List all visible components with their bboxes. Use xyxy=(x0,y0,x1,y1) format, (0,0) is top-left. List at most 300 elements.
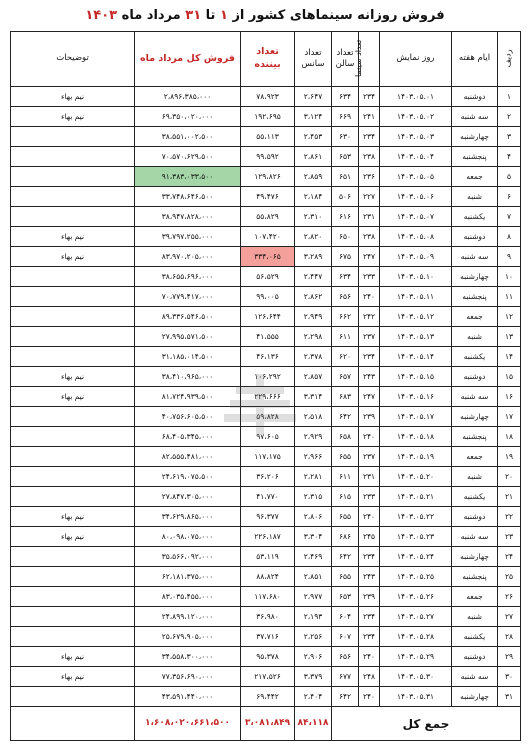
row-number: ۲۱ xyxy=(498,487,521,507)
weekday-cell: دوشنبه xyxy=(452,367,498,387)
notes-cell xyxy=(11,267,135,287)
cinemas-cell: ۲۳۴ xyxy=(359,547,380,567)
viewers-cell: ۱۹۲،۶۹۵ xyxy=(241,107,295,127)
table-row xyxy=(11,447,521,467)
revenue-cell: ۹۱،۳۸۳،۰۳۳،۵۰۰ xyxy=(135,167,241,187)
notes-cell xyxy=(11,547,135,567)
notes-cell: نیم بهاء xyxy=(11,527,135,547)
viewers-cell: ۲۲۹،۶۶۶ xyxy=(241,387,295,407)
weekday-cell: سه شنبه xyxy=(452,527,498,547)
viewers-cell: ۹۵،۳۷۸ xyxy=(241,647,295,667)
weekday-cell: دوشنبه xyxy=(452,87,498,107)
date-cell: ۱۴۰۳.۰۵.۰۲ xyxy=(380,107,452,127)
page-title xyxy=(0,4,530,28)
cinemas-cell: ۲۳۹ xyxy=(359,407,380,427)
cinemas-cell: ۲۴۷ xyxy=(359,247,380,267)
revenue-cell: ۸۳،۰۳۵،۴۵۵،۰۰۰ xyxy=(135,587,241,607)
sessions-cell: ۲،۴۴۷ xyxy=(295,267,332,287)
date-cell: ۱۴۰۳.۰۵.۱۴ xyxy=(380,347,452,367)
revenue-cell: ۲۴،۶۱۹،۰۷۵،۵۰۰ xyxy=(135,467,241,487)
notes-cell xyxy=(11,627,135,647)
weekday-cell: جمعه xyxy=(452,307,498,327)
weekday-cell: سه شنبه xyxy=(452,107,498,127)
cinemas-cell: ۲۳۱ xyxy=(359,467,380,487)
date-cell: ۱۴۰۳.۰۵.۲۱ xyxy=(380,487,452,507)
revenue-cell: ۳۸،۴۱۰،۹۶۵،۰۰۰ xyxy=(135,367,241,387)
revenue-cell: ۳۹،۷۹۷،۲۵۵،۰۰۰ xyxy=(135,227,241,247)
table-row xyxy=(11,547,521,567)
title-prefix: فروش روزانه سینماهای کشور از xyxy=(232,8,445,23)
table-body xyxy=(11,87,521,707)
table-row xyxy=(11,527,521,547)
table-row xyxy=(11,327,521,347)
header-cinemas: تعداد سینما xyxy=(359,32,380,87)
halls-cell: ۶۵۵ xyxy=(332,507,359,527)
table-row xyxy=(11,407,521,427)
viewers-cell: ۱۰۷،۴۲۰ xyxy=(241,227,295,247)
notes-cell: نیم بهاء xyxy=(11,87,135,107)
halls-cell: ۶۵۸ xyxy=(332,427,359,447)
halls-cell: ۶۵۵ xyxy=(332,447,359,467)
row-number: ۱۶ xyxy=(498,387,521,407)
halls-cell: ۶۱۱ xyxy=(332,467,359,487)
table-row xyxy=(11,187,521,207)
sessions-cell: ۳،۲۸۹ xyxy=(295,247,332,267)
cinemas-cell: ۲۳۴ xyxy=(359,127,380,147)
weekday-cell: جمعه xyxy=(452,447,498,467)
notes-cell xyxy=(11,127,135,147)
weekday-cell: چهارشنبه xyxy=(452,687,498,707)
notes-cell: نیم بهاء xyxy=(11,227,135,247)
halls-cell: ۶۸۳ xyxy=(332,387,359,407)
sessions-cell: ۲،۳۱۰ xyxy=(295,207,332,227)
sessions-cell: ۲،۱۸۴ xyxy=(295,187,332,207)
notes-cell xyxy=(11,207,135,227)
row-number: ۲۸ xyxy=(498,627,521,647)
notes-cell xyxy=(11,487,135,507)
date-cell: ۱۴۰۳.۰۵.۱۰ xyxy=(380,267,452,287)
cinemas-cell: ۲۳۸ xyxy=(359,227,380,247)
sessions-cell: ۲،۸۵۹ xyxy=(295,167,332,187)
halls-cell: ۶۵۳ xyxy=(332,147,359,167)
viewers-cell: ۶۹،۴۴۲ xyxy=(241,687,295,707)
weekday-cell: شنبه xyxy=(452,327,498,347)
cinemas-cell: ۲۳۴ xyxy=(359,347,380,367)
total-row xyxy=(11,707,521,741)
row-number: ۴ xyxy=(498,147,521,167)
revenue-cell: ۶۹،۳۵۰،۰۲۰،۰۰۰ xyxy=(135,107,241,127)
revenue-cell: ۷۰،۷۷۹،۴۱۷،۰۰۰ xyxy=(135,287,241,307)
notes-cell xyxy=(11,147,135,167)
sessions-cell: ۲،۴۰۴ xyxy=(295,687,332,707)
date-cell: ۱۴۰۳.۰۵.۲۰ xyxy=(380,467,452,487)
date-cell: ۱۴۰۳.۰۵.۱۱ xyxy=(380,287,452,307)
date-cell: ۱۴۰۳.۰۵.۲۸ xyxy=(380,627,452,647)
row-number: ۲ xyxy=(498,107,521,127)
date-cell: ۱۴۰۳.۰۵.۲۳ xyxy=(380,527,452,547)
date-cell: ۱۴۰۳.۰۵.۱۹ xyxy=(380,447,452,467)
sessions-cell: ۲،۹۴۹ xyxy=(295,307,332,327)
cinemas-cell: ۲۳۶ xyxy=(359,167,380,187)
halls-cell: ۶۴۲ xyxy=(332,407,359,427)
date-cell: ۱۴۰۳.۰۵.۱۸ xyxy=(380,427,452,447)
header-weekday: ایام هفته xyxy=(452,32,498,87)
cinemas-cell: ۲۲۷ xyxy=(359,187,380,207)
revenue-cell: ۸۰،۰۹۸،۰۷۵،۰۰۰ xyxy=(135,527,241,547)
sessions-cell: ۲،۵۱۸ xyxy=(295,407,332,427)
revenue-cell: ۳۱،۱۸۵،۰۱۴،۵۰۰ xyxy=(135,347,241,367)
row-number: ۱۱ xyxy=(498,287,521,307)
viewers-cell: ۹۹،۵۹۲ xyxy=(241,147,295,167)
halls-cell: ۵۰۶ xyxy=(332,187,359,207)
cinemas-cell: ۲۳۳ xyxy=(359,267,380,287)
revenue-cell: ۳۵،۵۶۶،۰۹۲،۰۰۰ xyxy=(135,547,241,567)
cinemas-cell: ۲۴۸ xyxy=(359,667,380,687)
row-number: ۷ xyxy=(498,207,521,227)
table-row xyxy=(11,627,521,647)
halls-cell: ۶۰۷ xyxy=(332,627,359,647)
viewers-cell: ۱۱۷،۱۷۵ xyxy=(241,447,295,467)
notes-cell: نیم بهاء xyxy=(11,247,135,267)
revenue-cell: ۳۸،۹۴۷،۸۲۸،۰۰۰ xyxy=(135,207,241,227)
row-number: ۱۷ xyxy=(498,407,521,427)
viewers-cell: ۱۲۹،۸۲۶ xyxy=(241,167,295,187)
cinemas-cell: ۲۳۴ xyxy=(359,87,380,107)
row-number: ۲۳ xyxy=(498,527,521,547)
date-cell: ۱۴۰۳.۰۵.۰۵ xyxy=(380,167,452,187)
sessions-cell: ۲،۸۶۱ xyxy=(295,147,332,167)
title-to-day: ۳۱ xyxy=(185,8,202,23)
date-cell: ۱۴۰۳.۰۵.۰۱ xyxy=(380,87,452,107)
halls-cell: ۶۲۰ xyxy=(332,347,359,367)
date-cell: ۱۴۰۳.۰۵.۰۸ xyxy=(380,227,452,247)
sessions-cell: ۳،۱۲۴ xyxy=(295,107,332,127)
cinemas-cell: ۲۴۳ xyxy=(359,567,380,587)
date-cell: ۱۴۰۳.۰۵.۰۹ xyxy=(380,247,452,267)
date-cell: ۱۴۰۳.۰۵.۲۲ xyxy=(380,507,452,527)
cinemas-cell: ۲۳۹ xyxy=(359,587,380,607)
date-cell: ۱۴۰۳.۰۵.۳۱ xyxy=(380,687,452,707)
halls-cell: ۶۵۶ xyxy=(332,287,359,307)
cinemas-cell: ۲۳۴ xyxy=(359,627,380,647)
halls-cell: ۶۵۵ xyxy=(332,567,359,587)
table-row xyxy=(11,467,521,487)
notes-cell xyxy=(11,687,135,707)
weekday-cell: دوشنبه xyxy=(452,647,498,667)
viewers-cell: ۹۶،۳۷۷ xyxy=(241,507,295,527)
header-notes: توضیحات xyxy=(11,32,135,87)
row-number: ۲۰ xyxy=(498,467,521,487)
date-cell: ۱۴۰۳.۰۵.۳۰ xyxy=(380,667,452,687)
viewers-cell: ۵۵،۸۲۹ xyxy=(241,207,295,227)
halls-cell: ۶۱۶ xyxy=(332,207,359,227)
cinemas-cell: ۲۴۰ xyxy=(359,507,380,527)
weekday-cell: سه شنبه xyxy=(452,387,498,407)
notes-cell: نیم بهاء xyxy=(11,667,135,687)
viewers-cell: ۴۹،۴۷۶ xyxy=(241,187,295,207)
title-suffix: مرداد ماه xyxy=(121,8,181,23)
sessions-cell: ۳،۳۰۴ xyxy=(295,527,332,547)
table-row xyxy=(11,487,521,507)
row-number: ۳ xyxy=(498,127,521,147)
notes-cell xyxy=(11,187,135,207)
date-cell: ۱۴۰۳.۰۵.۰۳ xyxy=(380,127,452,147)
header-halls: تعداد سالن xyxy=(332,32,359,87)
date-cell: ۱۴۰۳.۰۵.۲۵ xyxy=(380,567,452,587)
revenue-cell: ۸۳،۹۷۰،۲۰۵،۰۰۰ xyxy=(135,247,241,267)
notes-cell xyxy=(11,587,135,607)
viewers-cell: ۲۲۶،۱۸۷ xyxy=(241,527,295,547)
notes-cell xyxy=(11,607,135,627)
sessions-cell: ۲،۸۵۷ xyxy=(295,367,332,387)
cinemas-cell: ۲۳۴ xyxy=(359,607,380,627)
notes-cell xyxy=(11,347,135,367)
revenue-cell: ۲۴،۸۹۹،۱۲۰،۰۰۰ xyxy=(135,607,241,627)
revenue-cell: ۷۷،۳۵۶،۶۹۰،۰۰۰ xyxy=(135,667,241,687)
cinemas-cell: ۲۳۳ xyxy=(359,487,380,507)
date-cell: ۱۴۰۳.۰۵.۱۷ xyxy=(380,407,452,427)
table-row xyxy=(11,687,521,707)
row-number: ۲۴ xyxy=(498,547,521,567)
cinemas-cell: ۲۳۷ xyxy=(359,447,380,467)
date-cell: ۱۴۰۳.۰۵.۱۳ xyxy=(380,327,452,347)
title-to: تا xyxy=(205,8,216,23)
viewers-cell: ۹۹،۰۰۵ xyxy=(241,287,295,307)
table-row xyxy=(11,107,521,127)
table-row xyxy=(11,367,521,387)
viewers-cell: ۳۳۴،۰۶۵ xyxy=(241,247,295,267)
sessions-cell: ۲،۳۱۵ xyxy=(295,487,332,507)
row-number: ۲۷ xyxy=(498,607,521,627)
revenue-cell: ۷۰،۵۷۰،۶۲۹،۵۰۰ xyxy=(135,147,241,167)
revenue-cell: ۶۸،۴۰۵،۳۴۵،۰۰۰ xyxy=(135,427,241,447)
revenue-cell: ۴۳،۵۹۱،۴۴۰،۰۰۰ xyxy=(135,687,241,707)
date-cell: ۱۴۰۳.۰۵.۱۲ xyxy=(380,307,452,327)
halls-cell: ۶۵۱ xyxy=(332,167,359,187)
table-row xyxy=(11,387,521,407)
row-number: ۸ xyxy=(498,227,521,247)
table-row xyxy=(11,167,521,187)
cinemas-cell: ۲۴۰ xyxy=(359,427,380,447)
cinemas-cell: ۲۴۵ xyxy=(359,527,380,547)
weekday-cell: یکشنبه xyxy=(452,487,498,507)
halls-cell: ۶۱۱ xyxy=(332,327,359,347)
cinemas-cell: ۲۴۲ xyxy=(359,307,380,327)
row-number: ۹ xyxy=(498,247,521,267)
table-row xyxy=(11,207,521,227)
halls-cell: ۶۵۷ xyxy=(332,367,359,387)
table-row xyxy=(11,667,521,687)
halls-cell: ۶۸۶ xyxy=(332,527,359,547)
row-number: ۱ xyxy=(498,87,521,107)
halls-cell: ۶۰۴ xyxy=(332,607,359,627)
notes-cell xyxy=(11,447,135,467)
notes-cell: نیم بهاء xyxy=(11,387,135,407)
sessions-cell: ۲،۸۲۰ xyxy=(295,227,332,247)
halls-cell: ۶۳۰ xyxy=(332,127,359,147)
halls-cell: ۶۷۷ xyxy=(332,667,359,687)
sessions-cell: ۲،۹۷۷ xyxy=(295,587,332,607)
cinemas-cell: ۲۴۰ xyxy=(359,287,380,307)
table-row xyxy=(11,87,521,107)
weekday-cell: پنجشنبه xyxy=(452,427,498,447)
notes-cell xyxy=(11,407,135,427)
date-cell: ۱۴۰۳.۰۵.۱۶ xyxy=(380,387,452,407)
sales-table xyxy=(10,31,521,741)
viewers-cell: ۳۶،۲۰۶ xyxy=(241,467,295,487)
sessions-cell: ۲،۹۰۶ xyxy=(295,647,332,667)
halls-cell: ۶۵۰ xyxy=(332,227,359,247)
weekday-cell: شنبه xyxy=(452,187,498,207)
weekday-cell: پنجشنبه xyxy=(452,567,498,587)
revenue-cell: ۲،۸۹۶،۳۸۵،۰۰۰ xyxy=(135,87,241,107)
viewers-cell: ۵۵،۱۱۳ xyxy=(241,127,295,147)
viewers-cell: ۴۱،۷۷۰ xyxy=(241,487,295,507)
weekday-cell: دوشنبه xyxy=(452,227,498,247)
table-row xyxy=(11,147,521,167)
notes-cell: نیم بهاء xyxy=(11,107,135,127)
table-row xyxy=(11,247,521,267)
viewers-cell: ۵۳،۱۱۹ xyxy=(241,547,295,567)
table-footer xyxy=(11,707,521,741)
sessions-cell: ۲،۹۶۶ xyxy=(295,447,332,467)
header-sessions: تعداد سانس xyxy=(295,32,332,87)
notes-cell: نیم بهاء xyxy=(11,367,135,387)
viewers-cell: ۵۹،۸۲۸ xyxy=(241,407,295,427)
revenue-cell: ۸۲،۵۵۵،۴۸۱،۰۰۰ xyxy=(135,447,241,467)
total-notes xyxy=(11,707,135,741)
revenue-cell: ۳۴،۵۵۸،۳۰۰،۰۰۰ xyxy=(135,647,241,667)
table-row xyxy=(11,347,521,367)
table-row xyxy=(11,427,521,447)
table-row xyxy=(11,607,521,627)
weekday-cell: شنبه xyxy=(452,607,498,627)
row-number: ۱۹ xyxy=(498,447,521,467)
date-cell: ۱۴۰۳.۰۵.۲۶ xyxy=(380,587,452,607)
viewers-cell: ۴۱،۵۵۵ xyxy=(241,327,295,347)
row-number: ۱۰ xyxy=(498,267,521,287)
revenue-cell: ۳۴،۶۲۹،۸۶۵،۰۰۰ xyxy=(135,507,241,527)
title-year: ۱۴۰۳ xyxy=(85,8,118,23)
notes-cell: نیم بهاء xyxy=(11,647,135,667)
total-viewers: ۳،۰۸۱،۸۴۹ xyxy=(241,707,295,741)
table-row xyxy=(11,267,521,287)
weekday-cell: چهارشنبه xyxy=(452,407,498,427)
row-number: ۳۰ xyxy=(498,667,521,687)
table-header xyxy=(11,32,521,87)
revenue-cell: ۳۸،۵۵۱،۰۰۲،۵۰۰ xyxy=(135,127,241,147)
halls-cell: ۶۴۲ xyxy=(332,687,359,707)
row-number: ۱۵ xyxy=(498,367,521,387)
table-row xyxy=(11,587,521,607)
weekday-cell: سه شنبه xyxy=(452,667,498,687)
date-cell: ۱۴۰۳.۰۵.۲۹ xyxy=(380,647,452,667)
weekday-cell: یکشنبه xyxy=(452,627,498,647)
weekday-cell: یکشنبه xyxy=(452,347,498,367)
revenue-cell: ۸۹،۳۳۶،۵۴۶،۵۰۰ xyxy=(135,307,241,327)
sessions-cell: ۲،۸۵۱ xyxy=(295,567,332,587)
sessions-cell: ۲،۲۸۱ xyxy=(295,467,332,487)
viewers-cell: ۱۱۷،۶۸۰ xyxy=(241,587,295,607)
date-cell: ۱۴۰۳.۰۵.۰۷ xyxy=(380,207,452,227)
cinemas-cell: ۲۳۱ xyxy=(359,207,380,227)
table-row xyxy=(11,127,521,147)
halls-cell: ۶۳۴ xyxy=(332,267,359,287)
viewers-cell: ۵۶،۵۲۹ xyxy=(241,267,295,287)
sessions-cell: ۲،۴۵۳ xyxy=(295,127,332,147)
sessions-cell: ۲،۲۹۸ xyxy=(295,327,332,347)
header-row-no: ردیف xyxy=(498,32,521,87)
notes-cell xyxy=(11,287,135,307)
viewers-cell: ۷۸،۹۲۳ xyxy=(241,87,295,107)
total-sessions: ۸۴،۱۱۸ xyxy=(295,707,332,741)
notes-cell xyxy=(11,167,135,187)
halls-cell: ۶۶۲ xyxy=(332,307,359,327)
viewers-cell: ۴۶،۱۳۶ xyxy=(241,347,295,367)
date-cell: ۱۴۰۳.۰۵.۲۷ xyxy=(380,607,452,627)
weekday-cell: پنجشنبه xyxy=(452,287,498,307)
date-cell: ۱۴۰۳.۰۵.۰۶ xyxy=(380,187,452,207)
halls-cell: ۶۶۹ xyxy=(332,107,359,127)
sessions-cell: ۳،۳۷۹ xyxy=(295,667,332,687)
sessions-cell: ۲،۳۷۸ xyxy=(295,347,332,367)
row-number: ۱۸ xyxy=(498,427,521,447)
header-viewers: تعداد بیننده xyxy=(241,32,295,87)
revenue-cell: ۶۲،۱۸۱،۳۷۵،۰۰۰ xyxy=(135,567,241,587)
title-from-day: ۱ xyxy=(219,8,228,23)
sessions-cell: ۲،۶۴۷ xyxy=(295,87,332,107)
notes-cell xyxy=(11,307,135,327)
viewers-cell: ۱۲۶،۶۴۴ xyxy=(241,307,295,327)
revenue-cell: ۲۷،۹۹۵،۵۷۱،۵۰۰ xyxy=(135,327,241,347)
sessions-cell: ۲،۱۹۳ xyxy=(295,607,332,627)
weekday-cell: جمعه xyxy=(452,587,498,607)
weekday-cell: یکشنبه xyxy=(452,207,498,227)
revenue-cell: ۳۸،۶۵۵،۶۹۶،۰۰۰ xyxy=(135,267,241,287)
sessions-cell: ۲،۹۲۹ xyxy=(295,427,332,447)
row-number: ۲۹ xyxy=(498,647,521,667)
weekday-cell: چهارشنبه xyxy=(452,547,498,567)
date-cell: ۱۴۰۳.۰۵.۰۴ xyxy=(380,147,452,167)
date-cell: ۱۴۰۳.۰۵.۱۵ xyxy=(380,367,452,387)
sessions-cell: ۲،۸۰۶ xyxy=(295,507,332,527)
row-number: ۶ xyxy=(498,187,521,207)
header-date: روز نمایش xyxy=(380,32,452,87)
cinemas-cell: ۲۴۷ xyxy=(359,387,380,407)
weekday-cell: سه شنبه xyxy=(452,247,498,267)
row-number: ۵ xyxy=(498,167,521,187)
row-number: ۲۲ xyxy=(498,507,521,527)
row-number: ۳۱ xyxy=(498,687,521,707)
table-row xyxy=(11,647,521,667)
table-row xyxy=(11,307,521,327)
table-row xyxy=(11,227,521,247)
halls-cell: ۶۳۴ xyxy=(332,87,359,107)
weekday-cell: پنجشنبه xyxy=(452,147,498,167)
revenue-cell: ۳۳،۷۴۸،۶۴۶،۵۰۰ xyxy=(135,187,241,207)
row-number: ۱۴ xyxy=(498,347,521,367)
halls-cell: ۶۱۵ xyxy=(332,487,359,507)
halls-cell: ۶۵۶ xyxy=(332,647,359,667)
sessions-cell: ۲،۲۵۶ xyxy=(295,627,332,647)
notes-cell xyxy=(11,427,135,447)
cinemas-cell: ۲۴۰ xyxy=(359,687,380,707)
date-cell: ۱۴۰۳.۰۵.۲۴ xyxy=(380,547,452,567)
viewers-cell: ۲۱۷،۵۲۶ xyxy=(241,667,295,687)
halls-cell: ۶۷۵ xyxy=(332,247,359,267)
viewers-cell: ۹۷،۶۰۵ xyxy=(241,427,295,447)
revenue-cell: ۴۰،۷۵۶،۶۰۵،۵۰۰ xyxy=(135,407,241,427)
